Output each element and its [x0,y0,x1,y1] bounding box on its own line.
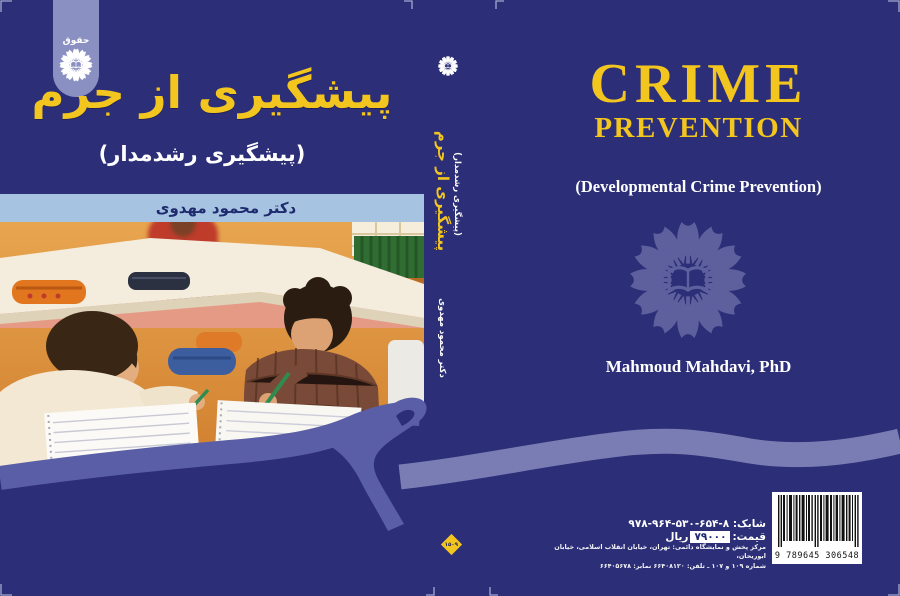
category-tab-label: حقوق [62,36,90,46]
spine-subtitle-fa: (پیشگیری رشدمدار) [452,152,462,236]
publication-info [526,518,766,571]
classroom-photo-illustration [0,222,424,470]
cover-photo [0,222,424,470]
back-title-line2: PREVENTION [594,112,803,144]
book-code-badge: ۱۵۰۹ [441,534,462,555]
front-author-fa: دکتر محمود مهدوی [155,199,297,217]
front-title-fa: پیشگیری از جرم [31,66,393,119]
back-title-line1: CRIME [589,53,808,115]
front-cover [0,0,424,596]
price-line: قیمت:۷۹۰۰۰ریال [665,531,766,543]
barcode-number: 9 789645 306548 [772,551,862,561]
distributor-phones: شماره ۱۰۹ و ۱۰۷ ـ تلفن: ۶۶۴۰۸۱۲۰ نمابر: ۶۶۴۰۵۶۷۸ [599,561,766,570]
publisher-emblem-large [625,217,751,343]
notebook-right [214,400,361,470]
barcode [772,492,862,564]
spine [424,0,500,596]
notebook-left [44,403,200,470]
distributor-address: مرکز پخش و نمایشگاه دائمی: تهران، خیابان انقلاب اسلامی، خیابان ابوریحان، [554,543,766,561]
spine-author-fa: دکتر محمود مهدوی [437,298,447,378]
isbn-number: ۹۷۸-۹۶۴-۵۳۰-۶۵۴-۸ [628,518,730,530]
author-band [0,194,424,222]
price-value: ۷۹۰۰۰ [690,531,730,543]
back-cover [497,0,900,596]
front-subtitle-fa: (پیشگیری رشدمدار) [98,142,306,166]
back-author: Mahmoud Mahdavi, PhD [605,357,792,376]
spine-title-fa: پیشگیری از جرم [434,130,452,252]
isbn-line: شابک: ۹۷۸-۹۶۴-۵۳۰-۶۵۴-۸ [628,518,766,530]
publisher-emblem-icon [437,55,459,77]
back-subtitle: (Developmental Crime Prevention) [575,177,822,196]
